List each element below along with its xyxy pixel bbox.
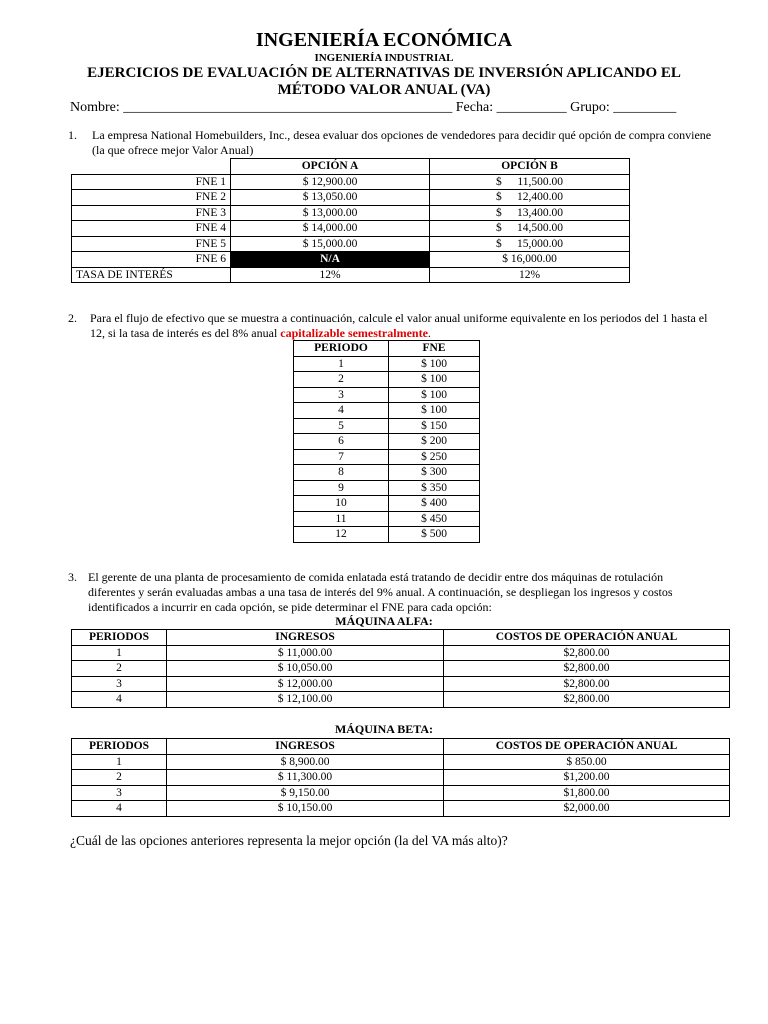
fne-cell: $ 100 bbox=[389, 403, 480, 419]
period-cell: 7 bbox=[294, 449, 389, 465]
period-cell: 4 bbox=[294, 403, 389, 419]
table-row bbox=[294, 356, 480, 372]
row-label: FNE 1 bbox=[72, 174, 231, 190]
table-row bbox=[294, 480, 480, 496]
income-cell: $ 9,150.00 bbox=[167, 785, 444, 801]
table-row bbox=[294, 403, 480, 419]
option-b-value: $ 16,000.00 bbox=[430, 252, 630, 268]
currency-symbol: $ bbox=[496, 222, 502, 234]
cost-cell: $2,000.00 bbox=[444, 801, 730, 817]
period-cell: 2 bbox=[294, 372, 389, 388]
period-cell: 12 bbox=[294, 527, 389, 543]
fne-cell: $ 100 bbox=[389, 372, 480, 388]
period-cell: 6 bbox=[294, 434, 389, 450]
table-row bbox=[294, 418, 480, 434]
row-label-interest-rate: TASA DE INTERÉS bbox=[72, 267, 231, 283]
column-header-income: INGRESOS bbox=[167, 630, 444, 646]
period-cell: 4 bbox=[72, 801, 167, 817]
final-question: ¿Cuál de las opciones anteriores representa la mejor opción (la del VA más alto)? bbox=[70, 833, 508, 848]
cost-cell: $2,800.00 bbox=[444, 692, 730, 708]
question-3 bbox=[68, 570, 704, 615]
period-cell: 2 bbox=[72, 661, 167, 677]
cost-cell: $2,800.00 bbox=[444, 661, 730, 677]
document-heading-line1: EJERCICIOS DE EVALUACIÓN DE ALTERNATIVAS DE INVERSIÓN APLICANDO EL bbox=[87, 65, 681, 81]
document-title: INGENIERÍA ECONÓMICA bbox=[255, 29, 513, 51]
option-a-value: $ 12,900.00 bbox=[231, 174, 430, 190]
table-row bbox=[72, 770, 730, 786]
option-b-value bbox=[430, 221, 630, 237]
period-cell: 3 bbox=[72, 676, 167, 692]
table-row bbox=[72, 236, 630, 252]
table-row bbox=[72, 252, 630, 268]
amount: 13,400.00 bbox=[517, 206, 563, 219]
amount: 11,500.00 bbox=[517, 175, 563, 188]
column-header-periods: PERIODOS bbox=[72, 739, 167, 755]
column-header-operating-costs: COSTOS DE OPERACIÓN ANUAL bbox=[444, 630, 730, 646]
machine-alfa-table bbox=[71, 629, 730, 708]
income-cell: $ 11,300.00 bbox=[167, 770, 444, 786]
table-row bbox=[294, 449, 480, 465]
income-cell: $ 12,100.00 bbox=[167, 692, 444, 708]
column-header-operating-costs: COSTOS DE OPERACIÓN ANUAL bbox=[444, 739, 730, 755]
period-cell: 3 bbox=[72, 785, 167, 801]
machine-beta-table bbox=[71, 738, 730, 817]
fne-cell: $ 150 bbox=[389, 418, 480, 434]
question-2-text-end: . bbox=[427, 326, 431, 340]
amount: 15,000.00 bbox=[517, 237, 563, 250]
row-label: FNE 3 bbox=[72, 205, 231, 221]
option-a-value: $ 15,000.00 bbox=[231, 236, 430, 252]
option-a-value: $ 13,000.00 bbox=[231, 205, 430, 221]
period-cell: 4 bbox=[72, 692, 167, 708]
cost-cell: $2,800.00 bbox=[444, 676, 730, 692]
row-label: FNE 2 bbox=[72, 190, 231, 206]
fne-cell: $ 200 bbox=[389, 434, 480, 450]
period-cell: 3 bbox=[294, 387, 389, 403]
table-row bbox=[294, 527, 480, 543]
option-a-rate: 12% bbox=[231, 267, 430, 283]
fne-cell: $ 350 bbox=[389, 480, 480, 496]
fne-cell: $ 100 bbox=[389, 356, 480, 372]
table-row bbox=[72, 676, 730, 692]
machine-beta-title: MÁQUINA BETA: bbox=[334, 722, 434, 736]
option-a-na-cell: N/A bbox=[231, 252, 430, 268]
table-header-row bbox=[72, 630, 730, 646]
income-cell: $ 12,000.00 bbox=[167, 676, 444, 692]
fne-cell: $ 400 bbox=[389, 496, 480, 512]
option-b-value bbox=[430, 236, 630, 252]
question-2-highlight: capitalizable semestralmente bbox=[280, 326, 428, 340]
row-label: FNE 5 bbox=[72, 236, 231, 252]
cost-cell: $1,200.00 bbox=[444, 770, 730, 786]
question-1 bbox=[68, 128, 712, 158]
column-header-option-b: OPCIÓN B bbox=[430, 159, 630, 175]
machine-alfa-title: MÁQUINA ALFA: bbox=[335, 614, 433, 628]
period-cell: 10 bbox=[294, 496, 389, 512]
student-fields: Nombre: _______________________________________________ Fecha: __________ Grupo: _________ bbox=[70, 100, 677, 115]
table-row bbox=[72, 205, 630, 221]
table-row bbox=[294, 465, 480, 481]
fne-cell: $ 300 bbox=[389, 465, 480, 481]
table-header-row bbox=[72, 159, 630, 175]
period-cell: 1 bbox=[294, 356, 389, 372]
income-cell: $ 10,050.00 bbox=[167, 661, 444, 677]
question-2-number: 2. bbox=[68, 311, 77, 325]
table-header-row bbox=[294, 341, 480, 357]
question-2-text: Para el flujo de efectivo que se muestra a continuación, calcule el valor anual uniforme equivalente en los periodos del 1 hasta el 12, si la tasa de interés es del 8% anual bbox=[90, 311, 708, 340]
currency-symbol: $ bbox=[496, 191, 502, 203]
period-cell: 2 bbox=[72, 770, 167, 786]
income-cell: $ 8,900.00 bbox=[167, 754, 444, 770]
q2-cashflow-table bbox=[293, 340, 480, 543]
income-cell: $ 10,150.00 bbox=[167, 801, 444, 817]
question-3-number: 3. bbox=[68, 570, 77, 584]
row-label: FNE 4 bbox=[72, 221, 231, 237]
question-2 bbox=[68, 311, 712, 341]
table-row bbox=[72, 661, 730, 677]
cost-cell: $ 850.00 bbox=[444, 754, 730, 770]
table-row bbox=[294, 372, 480, 388]
table-header-row bbox=[72, 739, 730, 755]
document-heading-line2: MÉTODO VALOR ANUAL (VA) bbox=[277, 82, 491, 98]
table-row bbox=[294, 511, 480, 527]
table-corner bbox=[72, 159, 231, 175]
table-row bbox=[72, 174, 630, 190]
column-header-fne: FNE bbox=[389, 341, 480, 357]
option-a-value: $ 13,050.00 bbox=[231, 190, 430, 206]
period-cell: 1 bbox=[72, 645, 167, 661]
table-row bbox=[294, 434, 480, 450]
cost-cell: $2,800.00 bbox=[444, 645, 730, 661]
table-row bbox=[294, 496, 480, 512]
income-cell: $ 11,000.00 bbox=[167, 645, 444, 661]
period-cell: 8 bbox=[294, 465, 389, 481]
table-row bbox=[294, 387, 480, 403]
fne-cell: $ 100 bbox=[389, 387, 480, 403]
table-row bbox=[72, 267, 630, 283]
column-header-periods: PERIODOS bbox=[72, 630, 167, 646]
cost-cell: $1,800.00 bbox=[444, 785, 730, 801]
table-row bbox=[72, 645, 730, 661]
option-a-value: $ 14,000.00 bbox=[231, 221, 430, 237]
table-row bbox=[72, 801, 730, 817]
question-3-text: El gerente de una planta de procesamiento de comida enlatada está tratando de decidir entre dos máquinas de rotulación diferentes y serán evaluadas ambas a una tasa de interés del 9% anual. A continuación, se despliegan los ingresos y costos identificados a incurrir en cada opción, se pide determinar el FNE para cada opción: bbox=[88, 570, 673, 614]
currency-symbol: $ bbox=[496, 237, 502, 250]
q1-options-table bbox=[71, 158, 630, 283]
table-row bbox=[72, 692, 730, 708]
document-subtitle: INGENIERÍA INDUSTRIAL bbox=[314, 52, 454, 64]
fne-cell: $ 500 bbox=[389, 527, 480, 543]
currency-symbol: $ bbox=[496, 206, 502, 219]
option-b-value bbox=[430, 174, 630, 190]
table-row bbox=[72, 754, 730, 770]
period-cell: 11 bbox=[294, 511, 389, 527]
amount: 12,400.00 bbox=[517, 191, 563, 203]
option-b-rate: 12% bbox=[430, 267, 630, 283]
row-label: FNE 6 bbox=[72, 252, 231, 268]
option-b-value bbox=[430, 190, 630, 206]
column-header-period: PERIODO bbox=[294, 341, 389, 357]
fne-cell: $ 450 bbox=[389, 511, 480, 527]
amount: 14,500.00 bbox=[517, 222, 563, 234]
period-cell: 9 bbox=[294, 480, 389, 496]
table-row bbox=[72, 190, 630, 206]
column-header-income: INGRESOS bbox=[167, 739, 444, 755]
period-cell: 1 bbox=[72, 754, 167, 770]
period-cell: 5 bbox=[294, 418, 389, 434]
option-b-value bbox=[430, 205, 630, 221]
table-row bbox=[72, 221, 630, 237]
question-1-number: 1. bbox=[68, 128, 77, 142]
currency-symbol: $ bbox=[496, 175, 502, 188]
fne-cell: $ 250 bbox=[389, 449, 480, 465]
question-1-text: La empresa National Homebuilders, Inc., desea evaluar dos opciones de vendedores para decidir qué opción de compra conviene (la que ofrece mejor Valor Anual) bbox=[92, 128, 712, 157]
column-header-option-a: OPCIÓN A bbox=[231, 159, 430, 175]
table-row bbox=[72, 785, 730, 801]
